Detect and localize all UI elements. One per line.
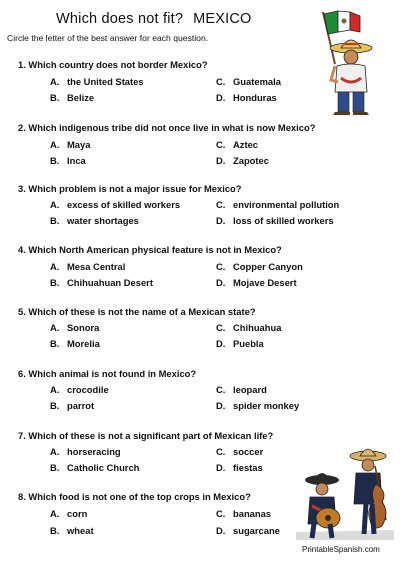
option-8d[interactable]	[216, 525, 280, 536]
option-letter: A.	[50, 384, 60, 395]
boy-with-flag-illustration	[305, 8, 391, 116]
option-letter: D.	[216, 155, 226, 166]
option-text: excess of skilled workers	[67, 199, 181, 210]
option-letter: B.	[50, 277, 60, 288]
option-letter: A.	[50, 76, 60, 87]
question-6: 6. Which animal is not found in Mexico?	[18, 368, 197, 379]
option-6a[interactable]	[50, 384, 109, 395]
option-letter: D.	[216, 215, 226, 226]
option-text: leopard	[233, 384, 267, 395]
option-text: horseracing	[67, 446, 121, 457]
option-letter: D.	[216, 338, 226, 349]
option-7a[interactable]	[50, 446, 121, 457]
option-8b[interactable]	[50, 525, 94, 536]
option-5a[interactable]	[50, 322, 99, 333]
option-1d[interactable]	[216, 92, 277, 103]
option-8a[interactable]	[50, 508, 87, 519]
site-credit: PrintableSpanish.com	[302, 545, 380, 554]
option-letter: C.	[216, 261, 226, 272]
option-text: Chihuahuan Desert	[67, 277, 153, 288]
option-text: Honduras	[233, 92, 277, 103]
option-1b[interactable]	[50, 92, 94, 103]
instructions: Circle the letter of the best answer for each question.	[7, 33, 209, 43]
option-5d[interactable]	[216, 338, 264, 349]
option-letter: B.	[50, 338, 60, 349]
option-letter: D.	[216, 92, 226, 103]
option-text: Belize	[67, 92, 95, 103]
option-text: Mojave Desert	[233, 277, 297, 288]
option-text: environmental pollution	[233, 199, 340, 210]
option-4d[interactable]	[216, 277, 297, 288]
option-4c[interactable]	[216, 261, 303, 272]
option-letter: B.	[50, 400, 60, 411]
option-1a[interactable]	[50, 76, 144, 87]
option-4a[interactable]	[50, 261, 125, 272]
option-3a[interactable]	[50, 199, 180, 210]
option-letter: B.	[50, 215, 60, 226]
option-text: loss of skilled workers	[233, 215, 334, 226]
mariachi-illustration	[290, 440, 396, 540]
option-text: wheat	[67, 525, 94, 536]
option-5c[interactable]	[216, 322, 281, 333]
question-3: 3. Which problem is not a major issue for Mexico?	[18, 183, 242, 194]
option-letter: C.	[216, 199, 226, 210]
option-text: spider monkey	[233, 400, 300, 411]
option-6c[interactable]	[216, 384, 267, 395]
option-2a[interactable]	[50, 139, 90, 150]
option-8c[interactable]	[216, 508, 271, 519]
question-5: 5. Which of these is not the name of a Mexican state?	[18, 306, 256, 317]
option-2b[interactable]	[50, 155, 86, 166]
option-letter: A.	[50, 199, 60, 210]
option-letter: C.	[216, 139, 226, 150]
option-letter: A.	[50, 508, 60, 519]
option-6b[interactable]	[50, 400, 94, 411]
question-8: 8. Which food is not one of the top crops in Mexico?	[18, 491, 251, 502]
question-1: 1. Which country does not border Mexico?	[18, 59, 208, 70]
option-letter: A.	[50, 322, 60, 333]
option-5b[interactable]	[50, 338, 100, 349]
option-text: Guatemala	[233, 76, 281, 87]
option-7d[interactable]	[216, 462, 263, 473]
option-3b[interactable]	[50, 215, 139, 226]
option-letter: D.	[216, 525, 226, 536]
option-text: the United States	[67, 76, 144, 87]
option-text: corn	[67, 508, 88, 519]
option-text: water shortages	[67, 215, 139, 226]
option-letter: B.	[50, 92, 60, 103]
option-text: soccer	[233, 446, 264, 457]
option-text: sugarcane	[233, 525, 280, 536]
option-text: Copper Canyon	[233, 261, 303, 272]
option-text: bananas	[233, 508, 272, 519]
title-text: Which does not fit?	[56, 11, 184, 27]
option-letter: A.	[50, 446, 60, 457]
option-letter: C.	[216, 322, 226, 333]
option-6d[interactable]	[216, 400, 299, 411]
option-7c[interactable]	[216, 446, 263, 457]
option-letter: B.	[50, 155, 60, 166]
option-text: Zapotec	[233, 155, 269, 166]
option-3d[interactable]	[216, 215, 334, 226]
option-letter: D.	[216, 400, 226, 411]
option-letter: A.	[50, 261, 60, 272]
option-7b[interactable]	[50, 462, 139, 473]
option-text: Inca	[67, 155, 86, 166]
option-text: Chihuahua	[233, 322, 282, 333]
option-text: fiestas	[233, 462, 263, 473]
option-letter: C.	[216, 384, 226, 395]
option-letter: C.	[216, 508, 226, 519]
question-2: 2. Which indigenous tribe did not once live in what is now Mexico?	[18, 122, 316, 133]
question-7: 7. Which of these is not a significant part of Mexican life?	[18, 430, 274, 441]
worksheet-title	[56, 11, 252, 27]
option-text: parrot	[67, 400, 95, 411]
option-letter: D.	[216, 462, 226, 473]
option-text: Morelia	[67, 338, 100, 349]
option-letter: C.	[216, 446, 226, 457]
option-text: crocodile	[67, 384, 109, 395]
option-3c[interactable]	[216, 199, 339, 210]
option-text: Aztec	[233, 139, 259, 150]
option-text: Catholic Church	[67, 462, 140, 473]
option-4b[interactable]	[50, 277, 153, 288]
option-1c[interactable]	[216, 76, 281, 87]
question-4: 4. Which North American physical feature is not in Mexico?	[18, 244, 282, 255]
country-name: MEXICO	[193, 11, 252, 27]
option-text: Maya	[67, 139, 91, 150]
option-text: Sonora	[67, 322, 100, 333]
option-text: Puebla	[233, 338, 264, 349]
option-letter: A.	[50, 139, 60, 150]
option-letter: C.	[216, 76, 226, 87]
option-letter: B.	[50, 525, 60, 536]
option-letter: D.	[216, 277, 226, 288]
option-letter: B.	[50, 462, 60, 473]
option-2c[interactable]	[216, 139, 258, 150]
option-2d[interactable]	[216, 155, 269, 166]
option-text: Mesa Central	[67, 261, 126, 272]
